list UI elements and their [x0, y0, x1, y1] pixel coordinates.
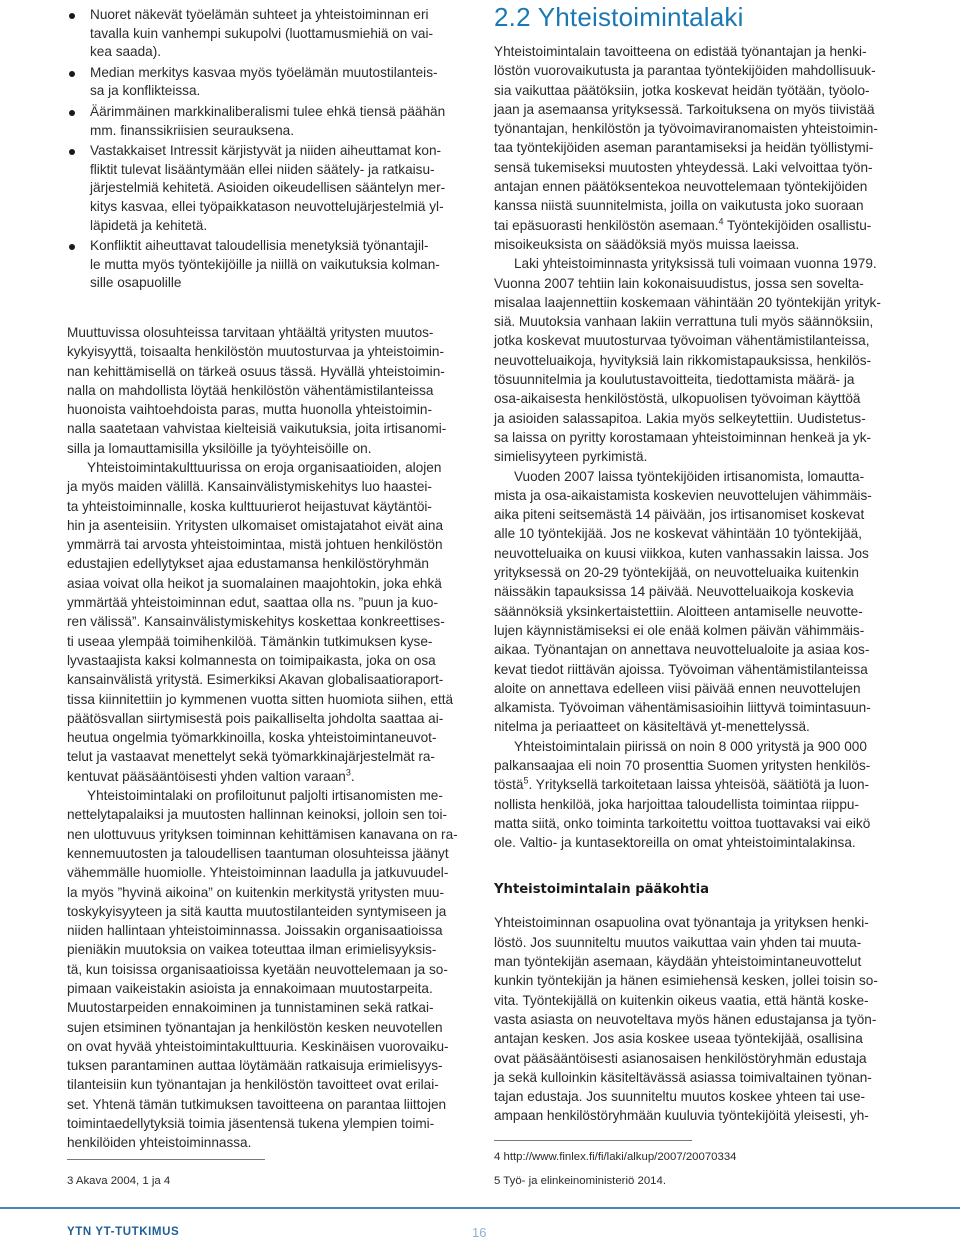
text-line: misoikeuksista on säädöksiä myös muissa laeissa.	[494, 236, 800, 252]
text-line: Vuoden 2007 laissa työntekijöiden irtisanomista, lomautta-	[514, 468, 865, 484]
paragraph	[494, 737, 894, 853]
text-line: sensä tukemiseksi muutosten yhteydessä. Laki velvoittaa työn-	[494, 159, 873, 175]
text-line: alle 10 työntekijää. Jos ne koskevat vähintään 10 työntekijää,	[494, 526, 863, 542]
text-line: toskykyisyyteen ja sitä kautta muutostilanteiden syntymiseen ja	[67, 903, 447, 919]
bullet-item	[67, 142, 467, 235]
text-line: ja myös maiden välillä. Kansainvälistymiskehitys luo haastei-	[67, 479, 432, 495]
text-line: työnantajan, henkilöstön ja työvoimaviranomaisten yhteistoimin-	[494, 121, 878, 137]
text-line: mista ja osa-aikaistamista koskevien neuvottelujen vähimmäis-	[494, 487, 872, 503]
paragraph	[67, 323, 467, 458]
bullet-item	[67, 103, 467, 140]
text-line: Yhteistoimintalain tavoitteena on edistää työnantajan ja henki-	[494, 44, 867, 59]
bullet-line: Vastakkaiset Intressit kärjistyvät ja niiden aiheuttamat kon-	[90, 143, 442, 159]
text-line: Vuonna 2007 tehtiin lain kokonaisuudistus, jossa sen soveltа-	[494, 275, 864, 291]
text-line: on ovat hyvää yhteistoimintakulttuuria. Keskinäisen vuorovaiku-	[67, 1038, 449, 1054]
text-line: huonoista vaihtoehdoista paras, mutta huonolla yhteistoimin-	[67, 402, 432, 418]
footnote: 3 Akava 2004, 1 ja 4	[67, 1175, 171, 1187]
text-line: löstö. Jos suunniteltu muutos vaikuttaa vain yhden tai muuta-	[494, 934, 862, 950]
text-line: sia vaikuttaa päätöksiin, jotka koskevat heidän työtään, työolo-	[494, 82, 870, 98]
footnote-divider	[494, 1140, 692, 1141]
text-line: ja sekä kulloinkin käsiteltävässä asiassa toimivaltainen työnan-	[494, 1069, 872, 1085]
footer-divider	[0, 1207, 960, 1209]
text-line: tilanteisiin kun työnantajan ja henkilöstön tavoitteet ovat erilai-	[67, 1077, 439, 1093]
text-line: henkilöiden yhteistoiminnassa.	[67, 1135, 252, 1151]
bullet-line: Äärimmäinen markkinaliberalismi tulee ehkä tiensä päähän	[90, 103, 446, 119]
text-line: alkamista. Työvoiman vähentämisasioihin liittyvä toimintasuun-	[494, 700, 871, 716]
text-line: simielisyyteen pyrkimistä.	[494, 449, 648, 465]
left-column	[67, 6, 467, 1153]
text-line: Yhteistoimintalaki on profiloitunut paljolti irtisanomisten me-	[87, 788, 443, 804]
text-line: taa työntekijöiden aseman parantamiseksi ja heidän työllistymi-	[494, 140, 874, 156]
text-line: ovat pääsääntöisesti asianosaisen henkilöstöryhmän edustaja	[494, 1050, 867, 1066]
text-line: lujen käynnistämiseksi ei ole enää kolmen päivän vähimmäis-	[494, 622, 865, 638]
footnote-ref: 4	[718, 216, 724, 227]
text-line: siä. Muutoksia vanhaan lakiin verrattuna tuli myös säännöksiin,	[494, 314, 874, 330]
right-column	[494, 2, 894, 1126]
right-body-text	[494, 42, 894, 737]
bullet-line: le mutta myös työntekijöille ja niillä on vaikutuksia kolman-	[90, 256, 440, 272]
text-line: Muuttuvissa olosuhteissa tarvitaan yhtäältä yritysten muutos-	[67, 324, 434, 340]
text-line: niiden hallintaan yhteistoiminnassa. Joissakin organisaatioissa	[67, 923, 443, 939]
text-line: la myös ”hyvinä aikoina” on kuitenkin merkitystä yritysten muu-	[67, 884, 444, 900]
text-line: kevat tiedot riittävän ajoissa. Työvoiman vähentämistilanteissa	[494, 661, 868, 677]
bullet-line: sa ja konflikteissa.	[90, 83, 201, 99]
bullet-dot-icon	[69, 71, 75, 77]
paragraph	[67, 786, 467, 1153]
text-line: .	[350, 768, 355, 784]
text-line: töstä	[494, 777, 524, 793]
text-line: ampaan henkilöstöryhmään kuuluvia työntekijöitä yleisesti, yh-	[494, 1108, 869, 1124]
text-line: ymmärtää yhteistoiminnan edut, saattaa olla ns. ”puun ja kuo-	[67, 595, 439, 611]
paragraph	[67, 458, 467, 786]
text-line: neuvotteluaikoja, hyvityksiä lain rikkomistapauksissa, henkilös-	[494, 352, 872, 368]
text-line: kykyisyyttä, toisaalta henkilöstön muutosturvaa ja yhteistoimin-	[67, 344, 445, 360]
subheading: Yhteistoimintalain pääkohtia	[494, 882, 710, 898]
text-line: tösuunnitelmia ja koulutustavoitteita, tiedottamista määrä- ja	[494, 372, 855, 388]
bullet-line: Median merkitys kasvaa myös työelämän muutostilanteis-	[90, 64, 438, 80]
footnote: 5 Työ- ja elinkeinoministeriö 2014.	[494, 1175, 667, 1187]
bullet-item	[67, 6, 467, 62]
text-line: vasta asiasta on neuvoteltava myös hänen edustajansa ja työn-	[494, 1011, 877, 1027]
text-line: sa laissa on pyritty korostamaan yhteistoiminnan henkeä ja yk-	[494, 429, 872, 445]
text-line: nan kehittämisellä on tärkeä osuus tässä. Hyvällä yhteistoimin-	[67, 363, 445, 379]
text-line: nalla on mahdollista löytää henkilöstön vähentämistilanteissa	[67, 382, 434, 398]
text-line: pimaan vaikeistakin asioista ja ennakoimaan muutostarpeita.	[67, 981, 433, 996]
text-line: nalla saatetaan vahvistaa kielteisiä vaikutuksia, joita irtisanomi-	[67, 421, 447, 437]
text-line: antajan ennen päätöksentekoa neuvottelemaan työntekijöiden	[494, 179, 868, 195]
text-line: ole. Valtio- ja kuntasektoreilla on omat yhteistoimintalakinsa.	[494, 835, 856, 851]
bullet-line: kea saada).	[90, 44, 162, 60]
paragraph	[494, 913, 894, 1125]
paragraph	[494, 42, 894, 254]
text-line: Yhteistoimintalain piirissä on noin 8 000 yritystä ja 900 000	[514, 738, 867, 754]
text-line: ja asioiden salassapitoa. Lakia myös selkeytettiin. Uudistetus-	[494, 410, 866, 426]
text-line: säännöksiä yksinkertaistettiin. Aloitteen antamiselle neuvotte-	[494, 603, 863, 619]
text-line: aika piteni seitsemästä 14 päivään, jos irtisanomiset koskevat	[494, 507, 865, 523]
footnote-ref: 5	[523, 775, 529, 786]
bullet-dot-icon	[69, 149, 75, 155]
page-number: 16	[472, 1225, 487, 1240]
text-line: jaan ja asemaansa yrityksessä. Tarkoituksena on myös tiivistää	[494, 101, 875, 117]
text-line: Työntekijöiden osallistu-	[723, 217, 872, 233]
text-line: näissäkin tapauksissa 14 päivää. Neuvotteluaikoja koskevia	[494, 584, 854, 600]
text-line: edustajien edellytykset ajaa edustamansa henkilöstöryhmän	[67, 556, 429, 572]
text-line: tuksen parantaminen auttaa löytämään ratkaisuja erimielisyys-	[67, 1058, 443, 1074]
text-line: vita. Työntekijällä on kuitenkin oikeus vaatia, että häntä koske-	[494, 992, 869, 1008]
bullet-list	[67, 6, 467, 293]
text-line: hin ja asenteisiin. Yritysten ulkomaiset omistajatahot eivät aina	[67, 517, 444, 533]
text-line: pieniäkin muutoksia on vaikea toteuttaa ilman erimielisyyksis-	[67, 942, 437, 958]
bullet-line: tavalla kuin vanhempi sukupolvi (luottamusmiehiä on vai-	[90, 25, 434, 41]
text-line: vähemmälle huomiolle. Yhteistoiminnan laadulla ja jatkuvuudel-	[67, 865, 449, 881]
text-line: kunkin työntekijän ja hänen esimiehensä kesken, jollei toisin so-	[494, 973, 878, 989]
paragraph	[494, 467, 894, 737]
text-line: ren välissä”. Kansainvälistymiskehitys koskettaa konkreettises-	[67, 614, 445, 630]
text-line: neuvotteluaika on kuusi viikkoa, kuten vanhassakin laissa. Jos	[494, 545, 869, 561]
text-line: aloite on annettava edelleen viisi päivää ennen neuvottelujen	[494, 680, 861, 696]
bullet-dot-icon	[69, 13, 75, 19]
bullet-dot-icon	[69, 244, 75, 250]
footnote-ref: 3	[345, 767, 351, 778]
text-line: jotka koskevat muutosturvaa työvoiman vähentämistilanteissa,	[494, 333, 870, 349]
text-line: kanssa niistä suunnitelmista, joilla on vaikutusta joko suoraan	[494, 198, 864, 214]
text-line: matta siitä, onko toiminta tarkoitettu voittoa tuottavaksi vai eikö	[494, 815, 871, 831]
text-line: telut ja vastaavat menettelyt sekä työmarkkinajärjestelmät ra-	[67, 749, 435, 765]
text-line: tä, kun toisissa organisaatioissa kyetään neuvottelemaan ja so-	[67, 961, 448, 977]
text-line: Muutostarpeiden ennakoiminen ja tunnistaminen sekä ratkai-	[67, 1000, 434, 1016]
text-line: antajan kesken. Jos asia koskee useaa työntekijää, osallisina	[494, 1031, 863, 1047]
text-line: tajan edustaja. Jos suunniteltu muutos koskee yhteen tai use-	[494, 1089, 866, 1105]
text-line: yrityksessä on 20-29 työntekijää, on neuvotteluaika kuitenkin	[494, 565, 859, 581]
text-line: tai epäsuorasti henkilöstön asemaan.	[494, 217, 719, 233]
paragraph	[494, 254, 894, 466]
text-line: aikaa. Työnantajan on annettava neuvottelualoite ja asiaa kos-	[494, 642, 870, 658]
bullet-line: sille osapuolille	[90, 275, 182, 291]
text-line: sujen etsiminen työnantajan ja henkilöstön kesken neuvotellen	[67, 1019, 443, 1035]
text-line: toimintaedellytyksiä toimia jäsentensä tukena ylempien toimi-	[67, 1116, 435, 1132]
bullet-line: Nuoret näkevät työelämän suhteet ja yhteistoiminnan eri	[90, 7, 429, 22]
left-body-text	[67, 323, 467, 1153]
text-line: Yhteistoiminnan osapuolina ovat työnantaja ja yrityksen henki-	[494, 915, 869, 931]
bullet-line: Konfliktit aiheuttavat taloudellisia menetyksiä työnantajil-	[90, 238, 429, 254]
text-line: nen ulottuvuus yrityksen toiminnan kehittämisen kanavana on ra-	[67, 826, 458, 842]
text-line: osa-aikaisesta henkilöstöstä, ulkopuolisen työvoiman käyttöä	[494, 391, 861, 407]
text-line: lyvastaajista kaksi kolmannesta on toimipaikasta, joka on osa	[67, 652, 436, 668]
bullet-dot-icon	[69, 110, 75, 116]
text-line: set. Yhtenä tämän tutkimuksen tavoitteena on parantaa liittojen	[67, 1096, 447, 1112]
footnote: 4 http://www.finlex.fi/fi/laki/alkup/2007/20070334	[494, 1151, 737, 1163]
text-line: ymmärrä tai arvosta yhteistoimintaa, mistä johtuen henkilöstön	[67, 537, 443, 553]
text-line: kentuvat pääsääntöisesti yhden valtion varaan	[67, 768, 346, 784]
text-line: palkansaajaa eli noin 70 prosenttia Suomen yritysten henkilös-	[494, 757, 871, 773]
bullet-item	[67, 64, 467, 101]
bullet-line: mm. finanssikriisien seurauksena.	[90, 122, 294, 138]
text-line: ti useaa ylempää toimihenkilöä. Tämänkin tutkimuksen kyse-	[67, 633, 433, 649]
text-line: kennemuutosten ja taloudellisen taantuman olosuhteissa jäänyt	[67, 845, 449, 861]
text-line: tissa kiinnitettiin jo kymmenen vuotta sitten huomiota siihen, että	[67, 691, 454, 707]
text-line: nettelytapalaiksi ja muutosten hallinnan keinoksi, jolloin sen toi-	[67, 807, 448, 823]
text-line: misalaa laajennettiin koskemaan vähintään 20 työntekijän yrityk-	[494, 294, 881, 310]
text-line: ta yhteistoiminnalle, koska kulttuurierot heijastuvat käytäntöi-	[67, 498, 432, 514]
section-title: 2.2 Yhteistoimintalaki	[494, 2, 744, 32]
text-line: Laki yhteistoiminnasta yrityksissä tuli voimaan vuonna 1979.	[514, 256, 877, 272]
text-line: nitelma ja periaatteet on käsiteltävä yt-menettelyssä.	[494, 719, 810, 735]
text-line: kansainvälistä yritystä. Esimerkiksi Akavan globalisaatioraport-	[67, 672, 444, 688]
text-line: . Yrityksellä tarkoitetaan laissa yhteisöä, säätiötä ja luon-	[528, 777, 870, 793]
text-line: päätösvallan siirtymisestä pois paikalliselta johdolta saattaa ai-	[67, 710, 444, 726]
text-line: löstön vuorovaikutusta ja parantaa työntekijöiden mahdollisuuk-	[494, 63, 876, 79]
text-line: heutua ongelmia työmarkkinoilla, koska yhteistoimintaneuvot-	[67, 730, 437, 746]
footer-brand: YTN YT-TUTKIMUS	[67, 1226, 180, 1238]
text-line: silla ja lomauttamisilla yksilöille ja työyhteisöille on.	[67, 440, 372, 456]
text-line: man työntekijän asemaan, käydään yhteistoimintaneuvottelut	[494, 954, 862, 970]
text-line: nollista henkilöä, joka harjoittaa taloudellista toimintaa riippu-	[494, 796, 859, 812]
text-line: asiaa voivat olla heikot ja suomalainen maajohtokin, joka ehkä	[67, 575, 442, 591]
bullet-item	[67, 237, 467, 293]
bullet-line: järjestelmiä kehitetä. Asioiden oikeudellisen sääntelyn mer-	[90, 180, 446, 196]
bullet-line: fliktit tulevat lisääntymään ellei niiden säätely- ja ratkaisu-	[90, 161, 435, 177]
bullet-line: läpidetä ja kehitetä.	[90, 217, 208, 233]
footnote-divider	[67, 1159, 265, 1160]
text-line: Yhteistoimintakulttuurissa on eroja organisaatioiden, alojen	[87, 459, 442, 475]
bullet-line: kitys kasvaa, ellei työpaikkatason neuvottelujärjestelmiä yl-	[90, 198, 444, 214]
